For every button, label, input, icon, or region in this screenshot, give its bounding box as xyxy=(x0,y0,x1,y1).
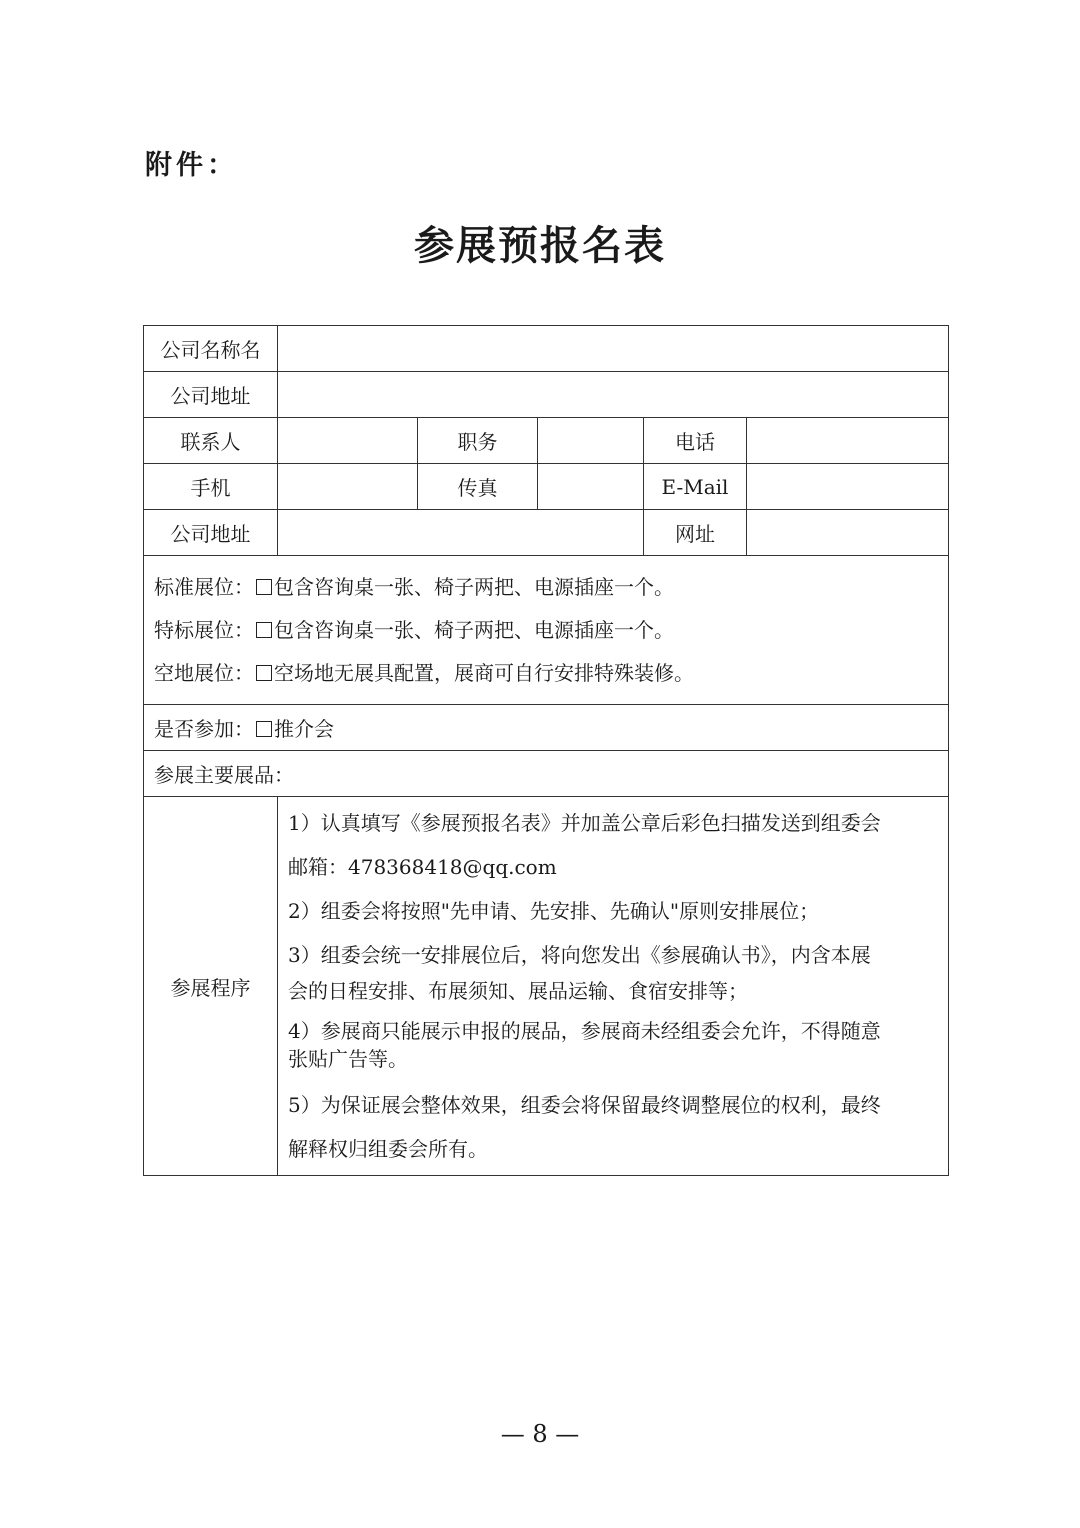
mobile-row xyxy=(144,464,949,510)
page-number: — 8 — xyxy=(500,1420,580,1448)
registration-form-table xyxy=(143,325,949,1176)
company-address-row xyxy=(144,372,949,418)
procedure-line: 解释权归组委会所有。 xyxy=(288,1137,488,1161)
space-booth-checkbox[interactable] xyxy=(256,665,272,681)
fax-label: 传真 xyxy=(418,464,538,510)
attachment-label: 附件： xyxy=(145,150,238,181)
booth-row xyxy=(144,556,949,705)
booth-option-special xyxy=(154,609,938,652)
company-address-field-2[interactable] xyxy=(278,510,644,556)
booth-text: 包含咨询桌一张、椅子两把、电源插座一个。 xyxy=(274,617,674,642)
email-label: E-Mail xyxy=(644,464,747,510)
phone-field[interactable] xyxy=(747,418,949,464)
special-booth-checkbox[interactable] xyxy=(256,622,272,638)
booth-text: 包含咨询桌一张、椅子两把、电源插座一个。 xyxy=(274,574,674,599)
booth-options-cell xyxy=(144,556,949,705)
participate-row xyxy=(144,705,949,751)
booth-option-space xyxy=(154,652,938,695)
procedure-text-cell xyxy=(278,797,949,1176)
position-label: 职务 xyxy=(418,418,538,464)
company-name-row xyxy=(144,326,949,372)
booth-label: 特标展位： xyxy=(154,617,254,642)
website-field[interactable] xyxy=(747,510,949,556)
booth-label: 空地展位： xyxy=(154,660,254,685)
participate-option: 推介会 xyxy=(274,717,334,741)
procedure-line: 4）参展商只能展示申报的展品，参展商未经组委会允许，不得随意 xyxy=(288,1019,881,1043)
procedure-line: 会的日程安排、布展须知、展品运输、食宿安排等； xyxy=(288,979,748,1003)
position-field[interactable] xyxy=(538,418,644,464)
booth-text: 空场地无展具配置，展商可自行安排特殊装修。 xyxy=(274,660,694,685)
procedure-line: 张贴广告等。 xyxy=(288,1047,408,1071)
procedure-label: 参展程序 xyxy=(144,797,278,1176)
website-label: 网址 xyxy=(644,510,747,556)
procedure-line: 3）组委会统一安排展位后，将向您发出《参展确认书》，内含本展 xyxy=(288,943,871,967)
main-exhibits-cell[interactable] xyxy=(144,751,949,797)
fax-field[interactable] xyxy=(538,464,644,510)
booth-option-standard xyxy=(154,566,938,609)
procedure-line: 邮箱：478368418@qq.com xyxy=(288,855,557,879)
company-address-field[interactable] xyxy=(278,372,949,418)
procedure-line: 5）为保证展会整体效果，组委会将保留最终调整展位的权利，最终 xyxy=(288,1093,881,1117)
contact-field[interactable] xyxy=(278,418,418,464)
company-name-label: 公司名称名 xyxy=(144,326,278,372)
standard-booth-checkbox[interactable] xyxy=(256,579,272,595)
contact-label: 联系人 xyxy=(144,418,278,464)
phone-label: 电话 xyxy=(644,418,747,464)
company-address-label-2: 公司地址 xyxy=(144,510,278,556)
email-field[interactable] xyxy=(747,464,949,510)
company-address-label: 公司地址 xyxy=(144,372,278,418)
mobile-label: 手机 xyxy=(144,464,278,510)
participate-label: 是否参加： xyxy=(154,717,254,741)
page-title: 参展预报名表 xyxy=(414,223,666,269)
participate-cell xyxy=(144,705,949,751)
procedure-line: 2）组委会将按照"先申请、先安排、先确认"原则安排展位； xyxy=(288,899,820,923)
company-name-field[interactable] xyxy=(278,326,949,372)
address-website-row xyxy=(144,510,949,556)
procedure-row xyxy=(144,797,949,1176)
booth-label: 标准展位： xyxy=(154,574,254,599)
contact-row xyxy=(144,418,949,464)
main-exhibits-label: 参展主要展品： xyxy=(154,763,294,787)
mobile-field[interactable] xyxy=(278,464,418,510)
procedure-line: 1）认真填写《参展预报名表》并加盖公章后彩色扫描发送到组委会 xyxy=(288,811,881,835)
main-exhibits-row xyxy=(144,751,949,797)
promotion-checkbox[interactable] xyxy=(256,721,272,737)
